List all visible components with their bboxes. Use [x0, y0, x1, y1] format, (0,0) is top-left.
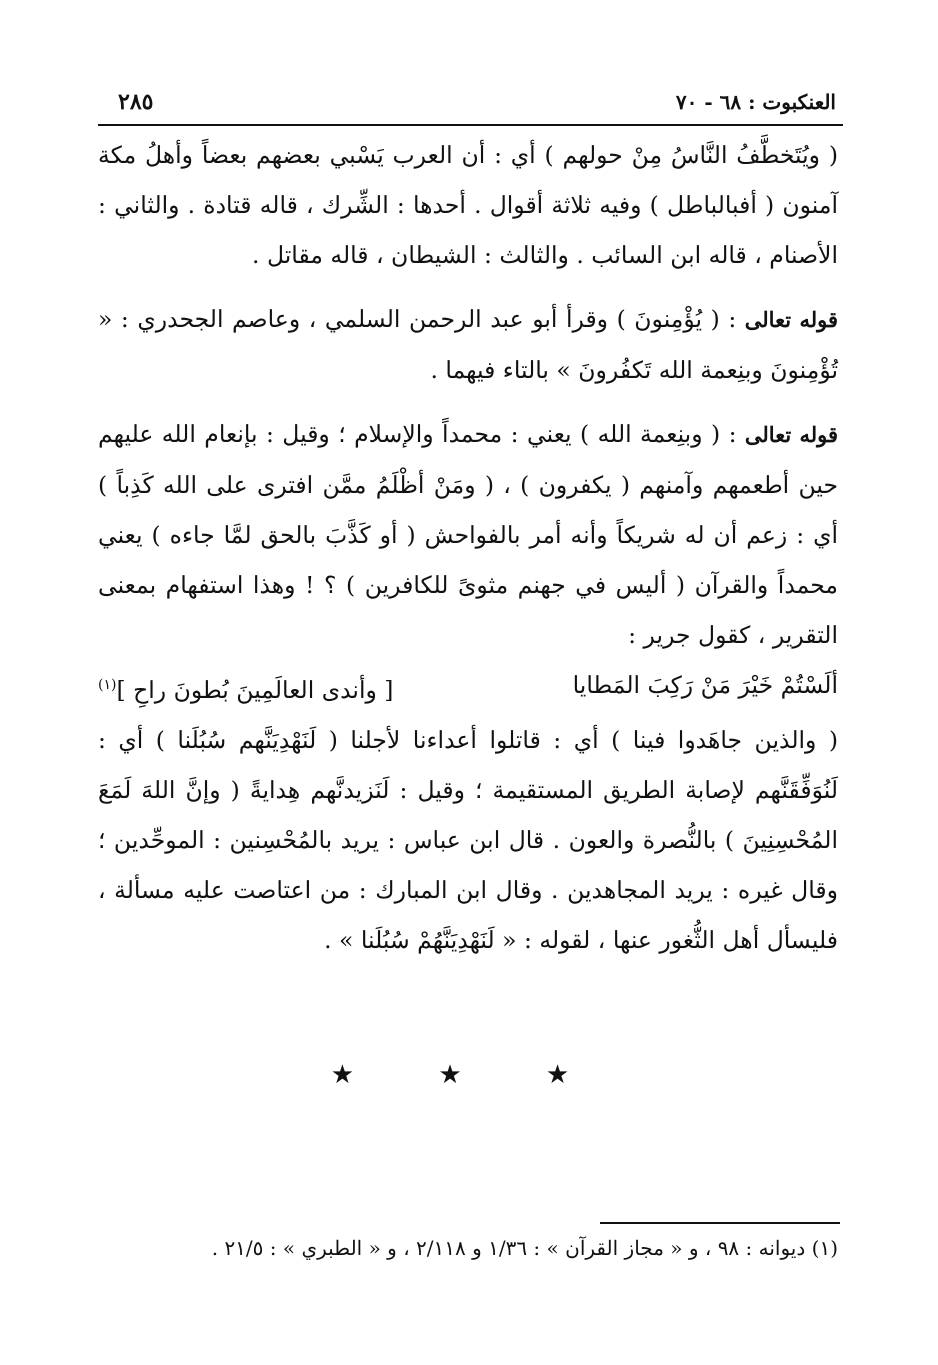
- paragraph-3: [98, 409, 838, 660]
- verse-second-hemistich: [ وأندى العالَمِينَ بُطونَ راحِ ]: [116, 675, 394, 704]
- running-head: العنكبوت : ٦٨ - ٧٠: [675, 90, 836, 114]
- page-header: [118, 82, 836, 122]
- main-text: [98, 130, 838, 965]
- verse-second-hemistich-wrap: [98, 660, 393, 715]
- paragraph-4: ( والذين جاهَدوا فينا ) أي : قاتلوا أعداءنا لأجلنا ( لَنَهْدِيَنَّهم سُبُلَنا ) أي : لَنُوَفِّقَنَّهم لإصابة الطريق المستقيمة ؛ وقيل : لَنَزيدنَّهم هِدايةً ( وإنَّ اللهَ لَمَعَ المُحْسِنِينَ ) بالنُّصرة والعون . قال ابن عباس : يريد بالمُحْسِنين : الموحِّدين ؛ وقال غيره : يريد المجاهدين . وقال ابن المبارك : من اعتاصت عليه مسألة ، فليسأل أهل الثُّغور عنها ، لقوله : « لَنَهْدِيَنَّهُمْ سُبُلَنا » .: [98, 725, 838, 954]
- paragraph-2: [98, 294, 838, 395]
- paragraph-3-text: : ( وبنِعمة الله ) يعني : محمداً والإسلام ؛ وقيل : بإنعام الله عليهم حين أطعمهم وآمنهم ( يكفرون ) ، ( ومَنْ أظْلَمُ ممَّن افترى على الله كَذِباً ) أي : زعم أن له شريكاً وأنه أمر بالفواحش ( أو كَذَّبَ بالحق لمَّا جاءه ) يعني محمداً والقرآن ( أليس في جهنم مثوىً للكافرين ) ؟ ! وهذا استفهام بمعنى التقرير ، كقول جرير :: [98, 420, 838, 649]
- paragraph-2-text: : ( يُؤْمِنونَ ) وقرأ أبو عبد الرحمن السلمي ، وعاصم الجحدري : « تُؤْمِنونَ وبنِعمة الله تَكفُرونَ » بالتاء فيهما .: [98, 305, 838, 384]
- footnote-rule: [600, 1222, 840, 1224]
- footnote-marker: (١): [98, 677, 117, 693]
- paragraph-1: ( ويُتَخطَّفُ النَّاسُ مِنْ حولهم ) أي : أن العرب يَسْبي بعضهم بعضاً وأهلُ مكة آمنون ( أفبالباطل ) وفيه ثلاثة أقوال . أحدها : الشِّرك ، قاله قتادة . والثاني : الأصنام ، قاله ابن السائب . والثالث : الشيطان ، قاله مقاتل .: [98, 141, 838, 269]
- page-number: ٢٨٥: [118, 89, 154, 115]
- paragraph-2-lead: قوله تعالى: [744, 307, 838, 332]
- footnote: (١) ديوانه : ٩٨ ، و « مجاز القرآن » : ١/٣٦ و ٢/١١٨ ، و « الطبري » : ٢١/٥ .: [211, 1236, 838, 1260]
- section-separator-stars: ★ ★ ★: [330, 1060, 608, 1090]
- paragraph-3-lead: قوله تعالى: [744, 422, 838, 447]
- verse-first-hemistich: ألَسْتُمْ خَيْرَ مَنْ رَكِبَ المَطايا: [572, 671, 838, 699]
- header-rule: [98, 124, 843, 126]
- poetry-verse: [98, 660, 838, 715]
